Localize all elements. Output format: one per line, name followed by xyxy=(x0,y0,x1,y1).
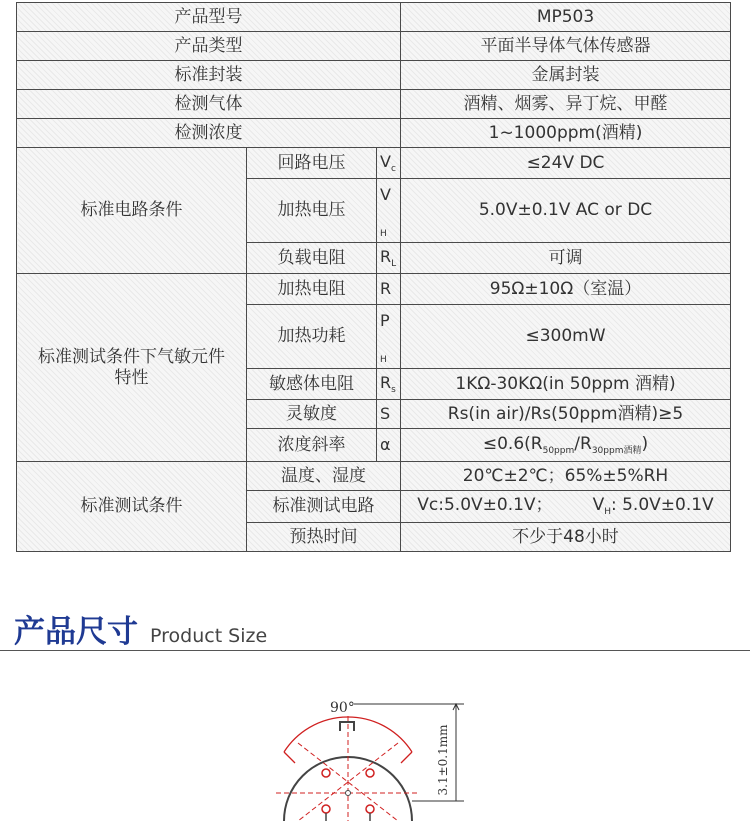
table-row xyxy=(17,462,731,491)
param-value-preheat: 不少于48小时 xyxy=(401,523,731,552)
param-label-slope: 浓度斜率 xyxy=(247,429,377,462)
table-row xyxy=(17,119,731,148)
symbol-ph: P H xyxy=(377,305,401,369)
symbol-s: S xyxy=(377,400,401,429)
param-value-test-circuit: Vc:5.0V±0.1V； $V_H$: 5.0V±0.1V xyxy=(401,491,731,523)
row-label-model: 产品型号 xyxy=(17,3,401,32)
symbol-rh: R xyxy=(377,274,401,305)
table-row xyxy=(17,3,731,32)
param-label-preheat: 预热时间 xyxy=(247,523,401,552)
row-label-type: 产品类型 xyxy=(17,32,401,61)
group-label-characteristics: 标准测试条件下气敏元件 特性 xyxy=(17,274,247,462)
table-row xyxy=(17,61,731,90)
symbol-alpha: α xyxy=(377,429,401,462)
table-row xyxy=(17,148,731,179)
table-row xyxy=(17,32,731,61)
row-value-model: MP503 xyxy=(401,3,731,32)
param-label-loop-voltage: 回路电压 xyxy=(247,148,377,179)
center-lines xyxy=(276,716,420,821)
row-label-package: 标准封装 xyxy=(17,61,401,90)
section-title-en: Product Size xyxy=(150,625,268,647)
table-row xyxy=(17,90,731,119)
param-label-temp-humidity: 温度、湿度 xyxy=(247,462,401,491)
table-row xyxy=(17,274,731,305)
param-label-sensitivity: 灵敏度 xyxy=(247,400,377,429)
param-value-sensitivity: Rs(in air)/Rs(50ppm酒精)≥5 xyxy=(401,400,731,429)
symbol-rs: $R_s$ xyxy=(377,369,401,400)
row-value-package: 金属封装 xyxy=(401,61,731,90)
param-label-load-resistance: 负载电阻 xyxy=(247,243,377,274)
row-value-gas: 酒精、烟雾、异丁烷、甲醛 xyxy=(401,90,731,119)
param-label-heater-power: 加热功耗 xyxy=(247,305,377,369)
param-value-load-resistance: 可调 xyxy=(401,243,731,274)
param-value-sensing-resistance: 1KΩ-30KΩ(in 50ppm 酒精) xyxy=(401,369,731,400)
group-label-test-conditions: 标准测试条件 xyxy=(17,462,247,552)
symbol-vc: $V_c$ xyxy=(377,148,401,179)
product-size-drawing xyxy=(250,690,480,821)
param-label-heater-voltage: 加热电压 xyxy=(247,179,377,243)
symbol-vh: V H xyxy=(377,179,401,243)
section-header xyxy=(14,606,267,651)
param-value-loop-voltage: ≤24V DC xyxy=(401,148,731,179)
param-label-heater-resistance: 加热电阻 xyxy=(247,274,377,305)
row-value-range: 1~1000ppm(酒精) xyxy=(401,119,731,148)
param-value-heater-voltage: 5.0V±0.1V AC or DC xyxy=(401,179,731,243)
param-label-test-circuit: 标准测试电路 xyxy=(247,491,401,523)
row-label-range: 检测浓度 xyxy=(17,119,401,148)
row-label-gas: 检测气体 xyxy=(17,90,401,119)
param-value-heater-resistance: 95Ω±10Ω（室温） xyxy=(401,274,731,305)
group-label-circuit: 标准电路条件 xyxy=(17,148,247,274)
symbol-rl: $R_L$ xyxy=(377,243,401,274)
center-hole xyxy=(346,791,351,796)
param-value-temp-humidity: 20℃±2℃；65%±5%RH xyxy=(401,462,731,491)
row-value-type: 平面半导体气体传感器 xyxy=(401,32,731,61)
section-divider xyxy=(0,650,750,651)
angle-label: 90° xyxy=(330,700,355,716)
param-value-slope: $\le 0.6(R_{50ppm}/R_{30ppm酒精})$ xyxy=(401,429,731,462)
param-value-heater-power: ≤300mW xyxy=(401,305,731,369)
param-label-sensing-resistance: 敏感体电阻 xyxy=(247,369,377,400)
section-title-cn: 产品尺寸 xyxy=(14,614,138,650)
dimension-label: 3.1±0.1mm xyxy=(436,724,450,796)
spec-table xyxy=(16,2,731,552)
